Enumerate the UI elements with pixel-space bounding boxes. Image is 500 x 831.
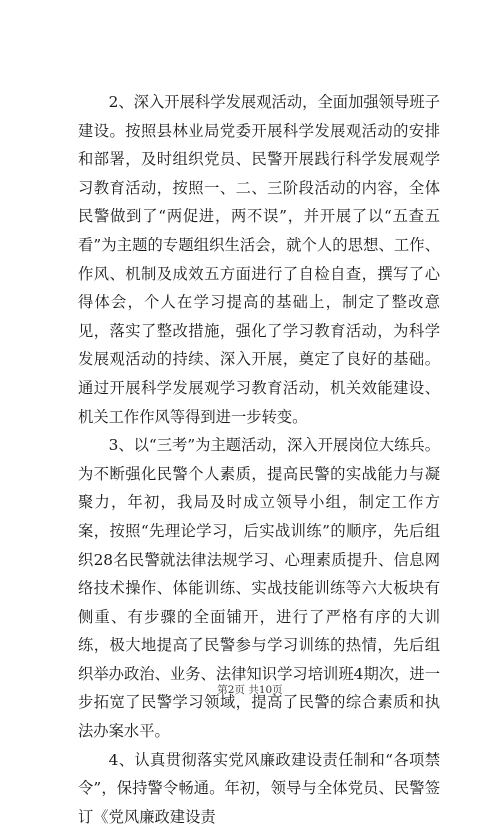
paragraph-skills-training: 3、以“三考”为主题活动，深入开展岗位大练兵。为不断强化民警个人素质，提高民警的实战能力与凝聚力，年初，我局及时成立领导小组，制定工作方案，按照“先理论学习，后实战训练”的顺序，先后组织28名民警就法律法规学习、心理素质提升、信息网络技术操作、体能训练、实战技能训练等六大板块有侧重、有步骤的全面铺开，进行了严格有序的大训练，极大地提高了民警参与学习训练的热情，先后组织举办政治、业务、法律知识学习培训班4期次，进一步拓宽了民警学习领域，提高了民警的综合素质和执法办案水平。	[78, 436, 440, 741]
paragraph-integrity-responsibility: 4、认真贯彻落实党风廉政建设责任制和“各项禁令”，保持警令畅通。年初，领导与全体党员、民警签订《党风廉政建设责	[78, 750, 440, 826]
paragraph-leadership-building: 2、深入开展科学发展观活动，全面加强领导班子建设。按照县林业局党委开展科学发展观活动的安排和部署，及时组织党员、民警开展践行科学发展观学习教育活动，按照一、二、三阶段活动的内容，全体民警做到了“两促进，两不误”，并开展了以“五查五看”为主题的专题组织生活会，就个人的思想、工作、作风、机制及成效五方面进行了自检自查，撰写了心得体会，个人在学习提高的基础上，制定了整改意见，落实了整改措施，强化了学习教育活动，为科学发展观活动的持续、深入开展，奠定了良好的基础。通过开展科学发展观学习教育活动，机关效能建设、机关工作作风等得到进一步转变。	[78, 93, 440, 426]
document-body	[78, 88, 440, 831]
page-number-footer: 第2页 共10页	[217, 684, 283, 696]
